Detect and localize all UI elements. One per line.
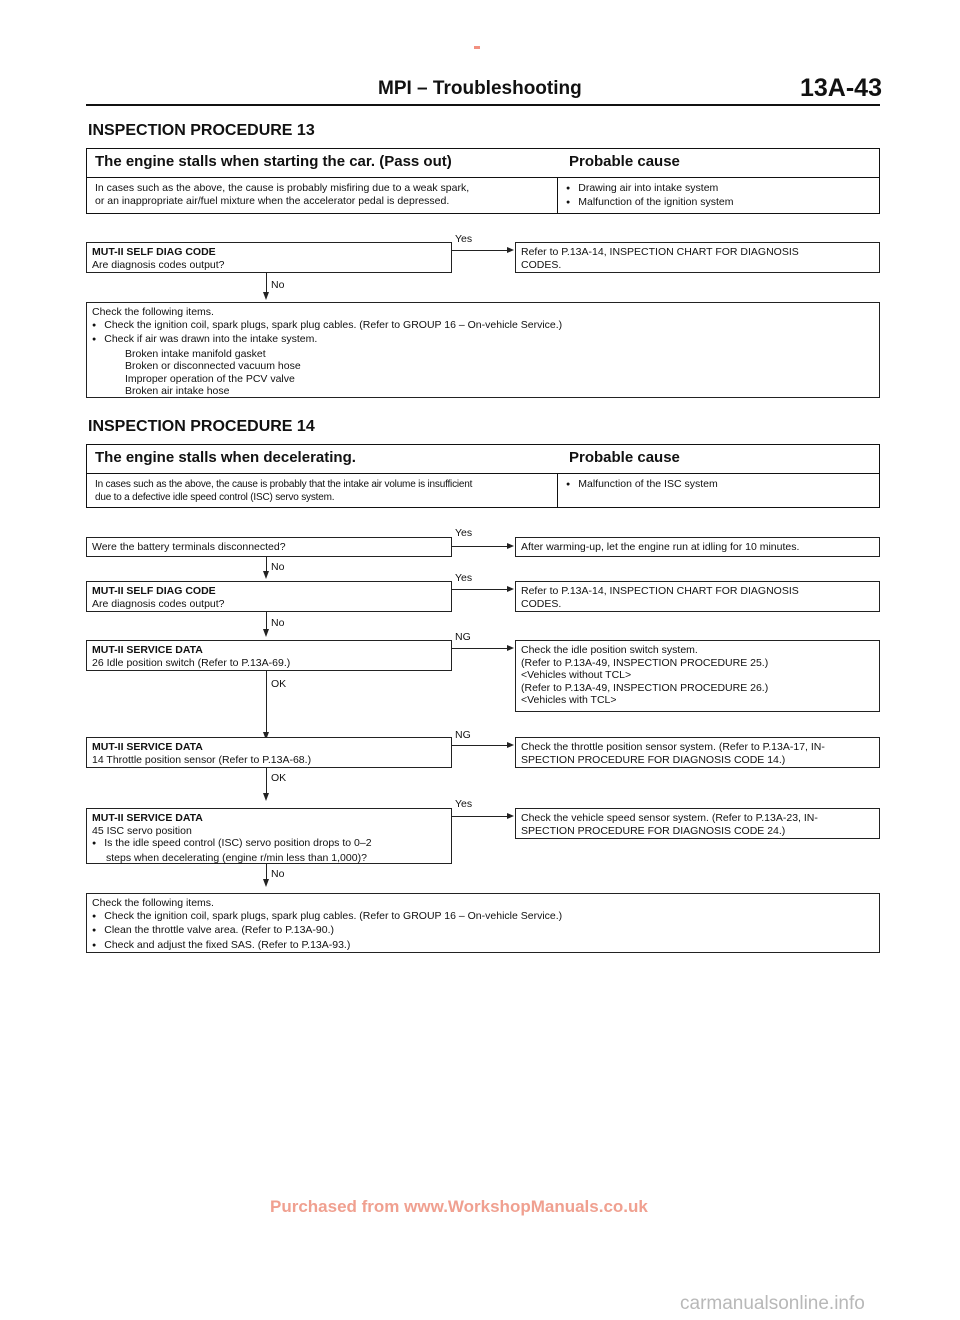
no-label: No [271, 617, 285, 629]
self-diag-code-box [86, 242, 452, 273]
check-subitem: Broken or disconnected vacuum hose [125, 360, 301, 372]
action-line: CODES. [521, 258, 562, 271]
symptom-header [87, 445, 879, 474]
arrow-down-icon [263, 571, 269, 579]
connector-line [266, 273, 267, 293]
arrow-down-icon [263, 629, 269, 637]
step-title: MUT-II SELF DIAG CODE [92, 585, 216, 597]
throttle-sensor-data-box [86, 737, 452, 768]
yes-label: Yes [455, 572, 473, 584]
description-line: In cases such as the above, the cause is probably that the intake air volume is insufficient [95, 479, 473, 490]
action-line: Check the idle position switch system. [521, 644, 698, 656]
procedure-14-title: INSPECTION PROCEDURE 14 [88, 418, 315, 435]
idle-switch-data-box [86, 640, 452, 671]
cause-item: ● Malfunction of the ignition system [566, 196, 871, 210]
connector-line [266, 768, 267, 794]
no-label: No [271, 561, 285, 573]
symptom-description [87, 178, 557, 212]
cause-item: ● Malfunction of the ISC system [566, 478, 871, 492]
probable-cause-heading: Probable cause [569, 449, 680, 466]
ng-label: NG [455, 729, 471, 741]
symptom-header [87, 149, 879, 178]
probable-causes [557, 178, 879, 213]
action-line: SPECTION PROCEDURE FOR DIAGNOSIS CODE 14.) [521, 753, 786, 766]
yes-action-box [515, 537, 880, 557]
step-title: MUT-II SERVICE DATA [92, 644, 203, 656]
yes-label: Yes [455, 798, 473, 810]
arrow-right-icon [507, 645, 514, 651]
action-line: Check the throttle position sensor system. (Refer to P.13A-17, IN- [521, 741, 825, 753]
step-question: steps when decelerating (engine r/min less than 1,000)? [106, 851, 367, 864]
check-item: ● Clean the throttle valve area. (Refer to P.13A-90.) [92, 924, 874, 939]
no-label: No [271, 279, 285, 291]
connector-line [452, 816, 508, 817]
action-line: (Refer to P.13A-49, INSPECTION PROCEDURE 26.) [521, 681, 769, 694]
ok-label: OK [271, 772, 287, 784]
action-line: Check the vehicle speed sensor system. (Refer to P.13A-23, IN- [521, 812, 818, 824]
yes-action-box [515, 808, 880, 839]
step-question: 14 Throttle position sensor (Refer to P.13A-68.) [92, 753, 312, 766]
isc-servo-data-box [86, 808, 452, 864]
probable-cause-heading: Probable cause [569, 153, 680, 170]
check-item: ● Check the ignition coil, spark plugs, spark plug cables. (Refer to GROUP 16 – On-vehicle Service.) [92, 910, 874, 925]
action-line: <Vehicles with TCL> [521, 694, 617, 706]
connector-line [266, 864, 267, 880]
procedure-13-symptom-table [86, 148, 880, 214]
check-intro: Check the following items. [92, 306, 214, 318]
header-title: MPI – Troubleshooting [378, 78, 582, 99]
final-check-box [86, 893, 880, 953]
arrow-right-icon [507, 247, 514, 253]
yes-label: Yes [455, 233, 473, 245]
footer-watermark: carmanualsonline.info [680, 1293, 865, 1314]
connector-line [452, 589, 508, 590]
step-title: MUT-II SELF DIAG CODE [92, 246, 216, 258]
symptom-description [87, 474, 557, 508]
connector-line [452, 546, 508, 547]
arrow-right-icon [507, 742, 514, 748]
arrow-right-icon [507, 586, 514, 592]
probable-causes [557, 474, 879, 507]
connector-line [452, 250, 508, 251]
action-line: CODES. [521, 597, 562, 610]
check-subitem: Broken air intake hose [125, 385, 230, 397]
step-title: MUT-II SERVICE DATA [92, 812, 203, 824]
ng-label: NG [455, 631, 471, 643]
ng-action-box [515, 737, 880, 768]
description-line: or an inappropriate air/fuel mixture when the accelerator pedal is depressed. [95, 195, 450, 207]
arrow-down-icon [263, 793, 269, 801]
yes-action-box [515, 242, 880, 273]
step-question: Are diagnosis codes output? [92, 597, 225, 610]
watermark: Purchased from www.WorkshopManuals.co.uk [270, 1197, 648, 1216]
cause-item: ● Drawing air into intake system [566, 182, 871, 196]
check-item: ● Check and adjust the fixed SAS. (Refer to P.13A-93.) [92, 939, 874, 954]
symptom-title: The engine stalls when starting the car. (Pass out) [95, 153, 452, 170]
step-title: MUT-II SERVICE DATA [92, 741, 203, 753]
check-intro: Check the following items. [92, 897, 214, 909]
action-line: (Refer to P.13A-49, INSPECTION PROCEDURE 25.) [521, 656, 769, 669]
connector-line [266, 612, 267, 630]
procedure-14-symptom-table [86, 444, 880, 508]
action-line: Refer to P.13A-14, INSPECTION CHART FOR DIAGNOSIS [521, 585, 799, 597]
connector-line [452, 648, 508, 649]
self-diag-code-box [86, 581, 452, 612]
ok-label: OK [271, 678, 287, 690]
connector-line [452, 745, 508, 746]
no-label: No [271, 868, 285, 880]
page-number: 13A-43 [800, 74, 882, 102]
header-rule [86, 104, 880, 106]
orange-mark [474, 46, 480, 49]
connector-line [266, 557, 267, 572]
action-line: <Vehicles without TCL> [521, 669, 632, 681]
battery-question-box [86, 537, 452, 557]
check-subitem: Improper operation of the PCV valve [125, 372, 295, 385]
arrow-down-icon [263, 879, 269, 887]
description-line: due to a defective idle speed control (ISC) servo system. [95, 492, 335, 503]
connector-line [266, 671, 267, 733]
yes-action-box [515, 581, 880, 612]
description-line: In cases such as the above, the cause is probably misfiring due to a weak spark, [95, 182, 470, 194]
yes-label: Yes [455, 527, 473, 539]
step-question: Were the battery terminals disconnected? [92, 541, 286, 553]
arrow-right-icon [507, 813, 514, 819]
action-line: After warming-up, let the engine run at idling for 10 minutes. [521, 541, 800, 553]
step-text: 45 ISC servo position [92, 824, 192, 837]
arrow-right-icon [507, 543, 514, 549]
final-check-box [86, 302, 880, 398]
action-line: SPECTION PROCEDURE FOR DIAGNOSIS CODE 24.) [521, 824, 786, 837]
step-question: Are diagnosis codes output? [92, 258, 225, 271]
ng-action-box [515, 640, 880, 712]
arrow-down-icon [263, 292, 269, 300]
step-question: 26 Idle position switch (Refer to P.13A-69.) [92, 656, 291, 669]
check-item: ● Check if air was drawn into the intake system. [92, 333, 874, 348]
symptom-title: The engine stalls when decelerating. [95, 449, 356, 466]
procedure-13-title: INSPECTION PROCEDURE 13 [88, 122, 315, 139]
step-question: ● Is the idle speed control (ISC) servo position drops to 0–2 [92, 837, 446, 852]
action-line: Refer to P.13A-14, INSPECTION CHART FOR DIAGNOSIS [521, 246, 799, 258]
check-item: ● Check the ignition coil, spark plugs, spark plug cables. (Refer to GROUP 16 – On-vehicle Service.) [92, 319, 874, 334]
check-subitem: Broken intake manifold gasket [125, 347, 266, 360]
